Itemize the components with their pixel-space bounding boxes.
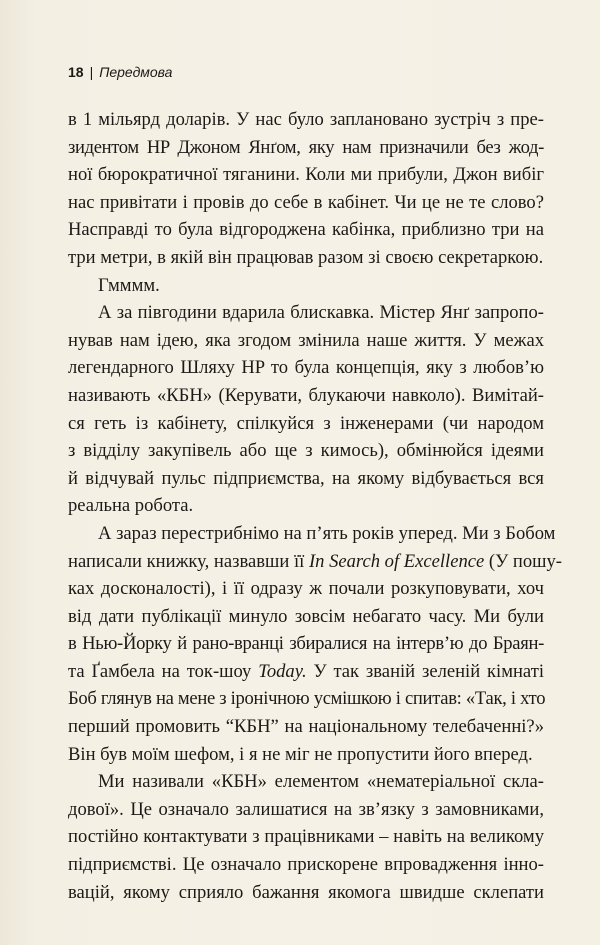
text-segment: написали книжку, назвавши її — [68, 550, 309, 572]
text-line: називають «КБН» (Керувати, блукаючи навколо). Вимітай- — [68, 384, 544, 406]
section-title: Передмова — [99, 64, 173, 80]
text-segment: (У пошу- — [484, 550, 562, 572]
text-line: три метри, в якій він працював разом зі своєю секретаркою. — [68, 246, 544, 268]
text-line: з відділу закупівель або ще з кимось), обмінюйся ідеями — [68, 440, 544, 462]
text-line: дової». Це означало залишатися на зв’язку з замовниками, — [68, 798, 544, 820]
text-line: Боб глянув на мене з іронічною усмішкою і спитав: «Так, і хто — [68, 688, 546, 710]
text-line: Гмммм. — [98, 274, 160, 296]
page-number: 18 — [68, 64, 84, 80]
text-line: легендарного Шляху HP то була концепція, яку з любов’ю — [68, 357, 544, 379]
text-line: вацій, якому сприяло бажання якомога швидше склепати — [68, 881, 544, 903]
text-line — [68, 161, 544, 189]
text-line: від дати публікації минуло зовсім небагато часу. Ми були — [68, 605, 544, 627]
text-line: Він був моїм шефом, і я не міг не пропустити його вперед. — [68, 743, 533, 765]
text-line: Насправді то була відгороджена кабінка, приблизно три на — [68, 219, 544, 241]
text-line: перший промовить “КБН” на національному телебаченні?» — [68, 716, 544, 738]
header-separator: | — [89, 64, 94, 80]
text-line: нас привітати і провів до себе в кабінет. Чи це не те слово? — [68, 191, 544, 213]
book-title-italic: In Search of Excellence — [308, 550, 485, 572]
text-line: постійно контактувати з працівниками – навіть на великому — [68, 826, 544, 848]
show-title-italic: Today. — [258, 660, 307, 682]
running-header — [68, 64, 172, 80]
text-line — [68, 134, 544, 162]
text-line: підприємстві. Це означало прискорене впровадження інно- — [68, 854, 544, 876]
text-line: А зараз перестрибнімо на п’ять років уперед. Ми з Бобом — [98, 522, 556, 544]
text-line-part: ної бюрократичної тяганини. Коли ми прибули, Джон вибіг — [68, 164, 544, 186]
text-line: в Нью-Йорку й рано-вранці збиралися на інтерв’ю до Браян- — [68, 633, 544, 655]
text-line — [68, 548, 562, 576]
text-segment: У так званій зеленій кімнаті — [306, 660, 544, 682]
text-line: й відчувай пульс підприємства, на якому відбувається вся — [68, 467, 544, 489]
text-line: реальна робота. — [68, 495, 194, 517]
text-segment: та Ґамбела на ток-шоу — [68, 660, 259, 682]
text-line — [68, 658, 544, 686]
text-line: ках досконалості), і її одразу ж почали розкуповувати, хоч — [68, 578, 544, 600]
text-line: Ми називали «КБН» елементом «нематеріальної скла- — [98, 771, 544, 793]
text-line: А за півгодини вдарила блискавка. Містер Янґ запропо- — [98, 302, 544, 324]
text-line: нував нам ідею, яка згодом змінила наше життя. У межах — [68, 329, 544, 351]
body-text — [68, 106, 562, 906]
text-line: в 1 мільярд доларів. У нас було заплановано зустріч з пре- — [68, 109, 544, 130]
text-line: ся геть із кабінету, спілкуйся з інженерами (чи народом — [68, 412, 544, 434]
text-line-part: зидентом HP Джоном Янґом, яку нам призначили без жод- — [68, 136, 544, 158]
